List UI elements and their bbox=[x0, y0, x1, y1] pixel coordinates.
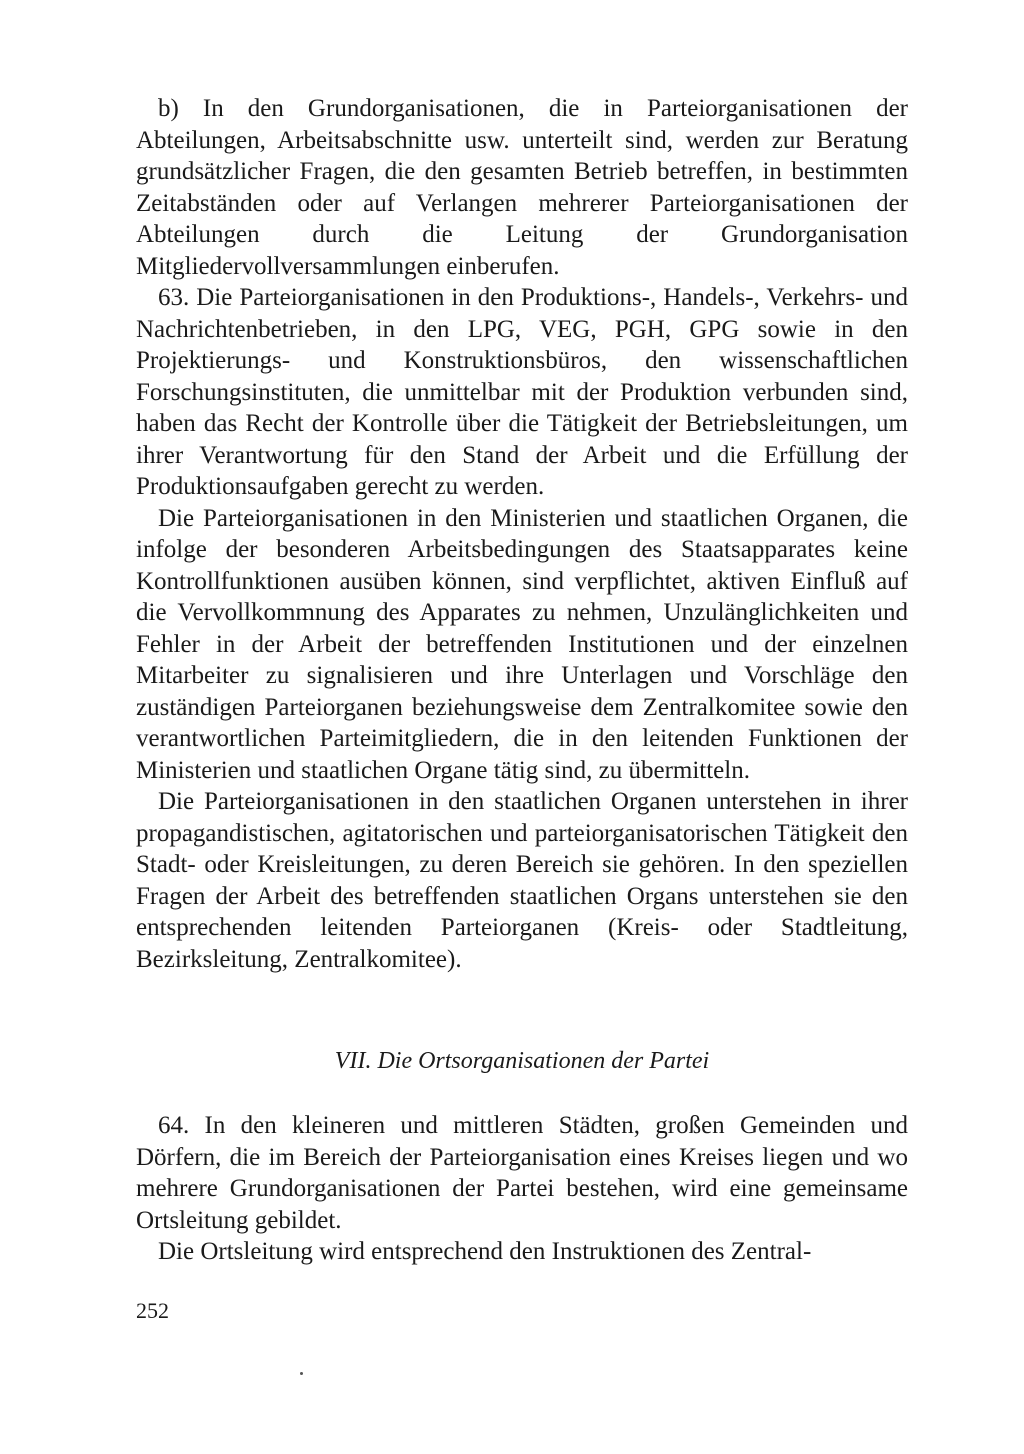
paragraph-ortsleitung: Die Ortsleitung wird entsprechend den Instruktionen des Zentral- bbox=[158, 1238, 812, 1265]
section-heading: VII. Die Ortsorganisationen der Partei bbox=[334, 1048, 710, 1074]
page-number: 252 bbox=[136, 1298, 169, 1323]
paragraph-ministerien: Die Parteiorganisationen in den Ministerien und staatlichen Organen, die infolge der besonderen Arbeitsbedingungen des Staatsapparates keine Kontrollfunktionen ausüben können, sind verpflichtet, aktiven Einfluß auf die Vervollkommnung des Apparates zu nehmen, Unzulänglichkeiten und Fehler in der Arbeit der betreffenden Institutionen und der einzelnen Mitarbeiter zu signalisieren und ihre Unterlagen und Vorschläge den zuständigen Parteiorganen beziehungsweise dem Zentralkomitee sowie den verantwortlichen Parteimitgliedern, die in den leitenden Funktionen der Ministerien und staatlichen Organe tätig sind, zu übermitteln. bbox=[136, 504, 908, 784]
paragraph-staatliche-organe: Die Parteiorganisationen in den staatlichen Organen unterstehen in ihrer propagandistischen, agitatorischen und parteiorganisatorischen Tätigkeit den Stadt- oder Kreisleitungen, zu deren Bereich sie gehören. In den speziellen Fragen der Arbeit des betreffenden staatlichen Organs unterstehen sie den entsprechenden leitenden Parteiorganen (Kreis- oder Stadtleitung, Bezirksleitung, Zentralkomitee). bbox=[136, 788, 908, 973]
paragraph-63: 63. Die Parteiorganisationen in den Produktions-, Handels-, Verkehrs- und Nachrichtenbetrieben, in den LPG, VEG, PGH, GPG sowie in den Projektierungs- und Konstruktionsbüros, den wissenschaftlichen Forschungsinstituten, die unmittelbar mit der Produktion verbunden sind, haben das Recht der Kontrolle über die Tätigkeit der Betriebsleitungen, um ihrer Verantwortung für den Stand der Arbeit und die Erfüllung der Produktionsaufgaben gerecht zu werden. bbox=[136, 284, 908, 500]
paragraph-64: 64. In den kleineren und mittleren Städten, großen Gemeinden und Dörfern, die im Bereich der Parteiorganisation eines Kreises liegen und wo mehrere Grundorganisationen der Partei bestehen, wird eine gemeinsame Ortsleitung gebildet. bbox=[136, 1112, 908, 1234]
main-text-block bbox=[136, 93, 908, 975]
print-speck bbox=[300, 1372, 303, 1375]
section-text-block bbox=[136, 1110, 908, 1268]
paragraph-b: b) In den Grundorganisationen, die in Parteiorganisationen der Abteilungen, Arbeitsabschnitte usw. unterteilt sind, werden zur Beratung grundsätzlicher Fragen, die den gesamten Betrieb betreffen, in bestimmten Zeitabständen oder auf Verlangen mehrerer Parteiorganisationen der Abteilungen durch die Leitung der Grundorganisation Mitgliedervollversammlungen einberufen. bbox=[136, 95, 908, 280]
